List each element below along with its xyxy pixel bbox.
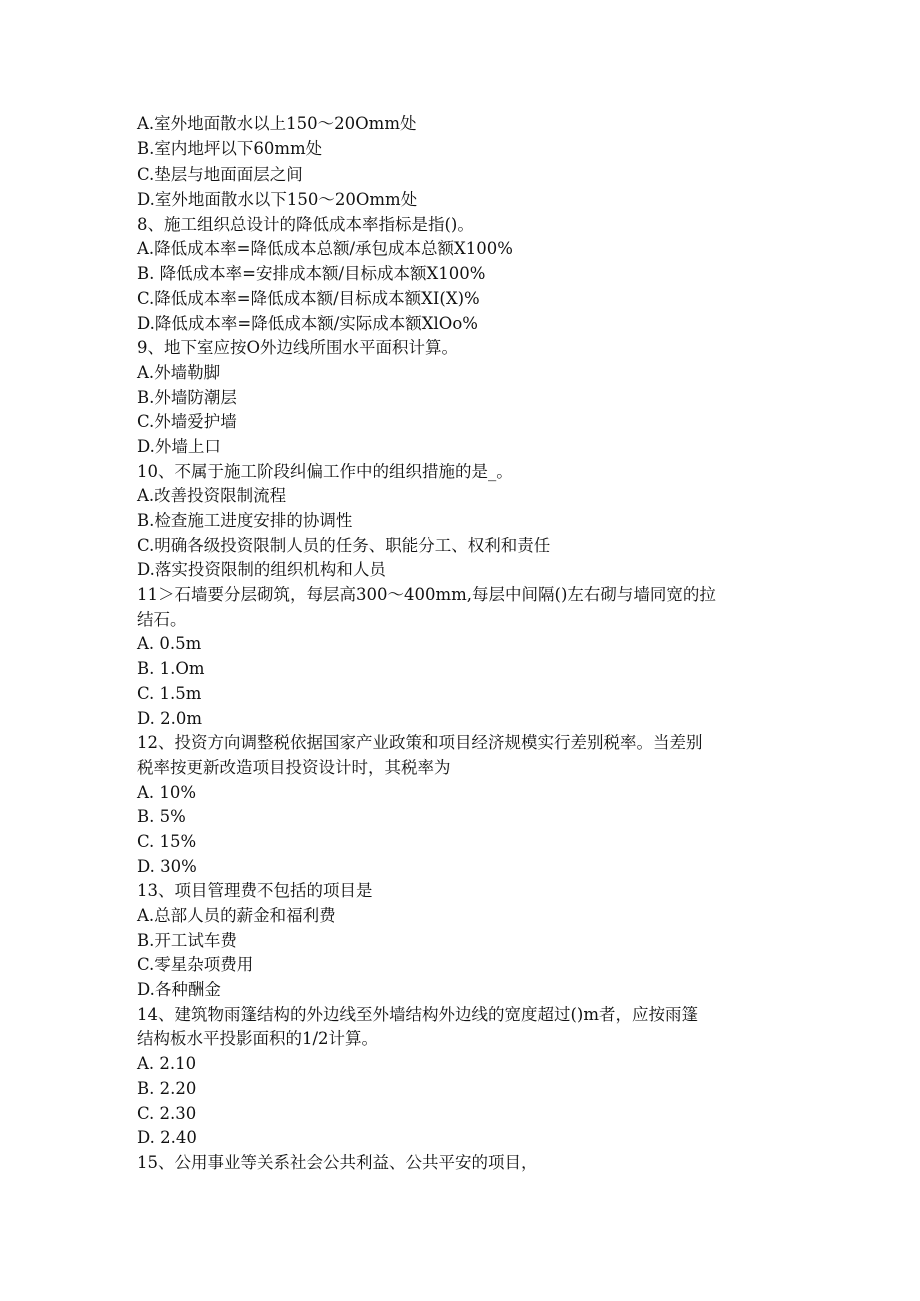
text-line: C. 2.30: [137, 1103, 197, 1123]
text-line: B.检查施工进度安排的协调性: [137, 511, 353, 530]
text-line: C.外墙爱护墙: [137, 412, 237, 432]
text-line: A. 10%: [137, 782, 197, 802]
text-line: D.降低成本率=降低成本额/实际成本额XlOo%: [137, 313, 478, 333]
text-line: D.室外地面散水以下150～20Omm处: [137, 190, 418, 210]
text-line: B.室内地坪以下60mm处: [137, 138, 323, 158]
text-line: 结构板水平投影面积的1/2计算。: [137, 1029, 379, 1049]
text-line: C.零星杂项费用: [137, 955, 254, 975]
question-14: 14、建筑物雨篷结构的外边线至外墙结构外边线的宽度超过()m者，应按雨篷: [137, 1004, 699, 1024]
text-line: 税率按更新改造项目投资设计时，其税率为: [137, 757, 451, 777]
text-line: A.室外地面散水以上150～20Omm处: [137, 114, 417, 133]
text-line: B.开工试车费: [137, 930, 237, 950]
question-13: 13、项目管理费不包括的项目是: [137, 881, 373, 901]
text-line: C. 15%: [137, 831, 197, 851]
text-line: D. 2.40: [137, 1128, 197, 1148]
text-line: B. 2.20: [137, 1078, 197, 1098]
question-12: 12、投资方向调整税依据国家产业政策和项目经济规模实行差别税率。当差别: [137, 733, 703, 753]
text-line: C.垫层与地面面层之间: [137, 165, 303, 185]
text-line: C. 1.5m: [137, 683, 202, 703]
text-line: A.降低成本率=降低成本总额/承包成本总额X100%: [137, 239, 513, 259]
text-line: B. 5%: [137, 807, 186, 827]
question-11: 11＞石墙要分层砌筑，每层高300～400mm,每层中间隔()左右砌与墙同宽的拉: [137, 585, 716, 605]
text-line: C.降低成本率=降低成本额/目标成本额XI(X)%: [137, 288, 480, 308]
text-line: D. 30%: [137, 856, 197, 876]
question-8: 8、施工组织总设计的降低成本率指标是指()。: [137, 214, 474, 234]
text-line: B. 1.Om: [137, 659, 205, 679]
text-line: C.明确各级投资限制人员的任务、职能分工、权利和责任: [137, 535, 551, 555]
text-line: A.外墙勒脚: [137, 362, 221, 382]
text-line: D.外墙上口: [137, 436, 221, 456]
text-line: B.外墙防潮层: [137, 387, 237, 407]
text-line: A. 0.5m: [137, 634, 202, 654]
document-body: [137, 112, 777, 1176]
text-line: D. 2.0m: [137, 708, 203, 728]
text-line: D.各种酬金: [137, 980, 221, 1000]
text-line: D.落实投资限制的组织机构和人员: [137, 560, 386, 580]
question-10: 10、不属于施工阶段纠偏工作中的组织措施的是_。: [137, 461, 513, 481]
text-line: B. 降低成本率=安排成本额/目标成本额X100%: [137, 264, 486, 284]
question-15: 15、公用事业等关系社会公共利益、公共平安的项目，: [137, 1152, 538, 1172]
text-line: 结石。: [137, 609, 187, 629]
text-line: A. 2.10: [137, 1054, 197, 1074]
question-9: 9、地下室应按O外边线所围水平面积计算。: [137, 338, 459, 358]
text-line: A.改善投资限制流程: [137, 486, 287, 506]
text-line: A.总部人员的薪金和福利费: [137, 906, 336, 925]
